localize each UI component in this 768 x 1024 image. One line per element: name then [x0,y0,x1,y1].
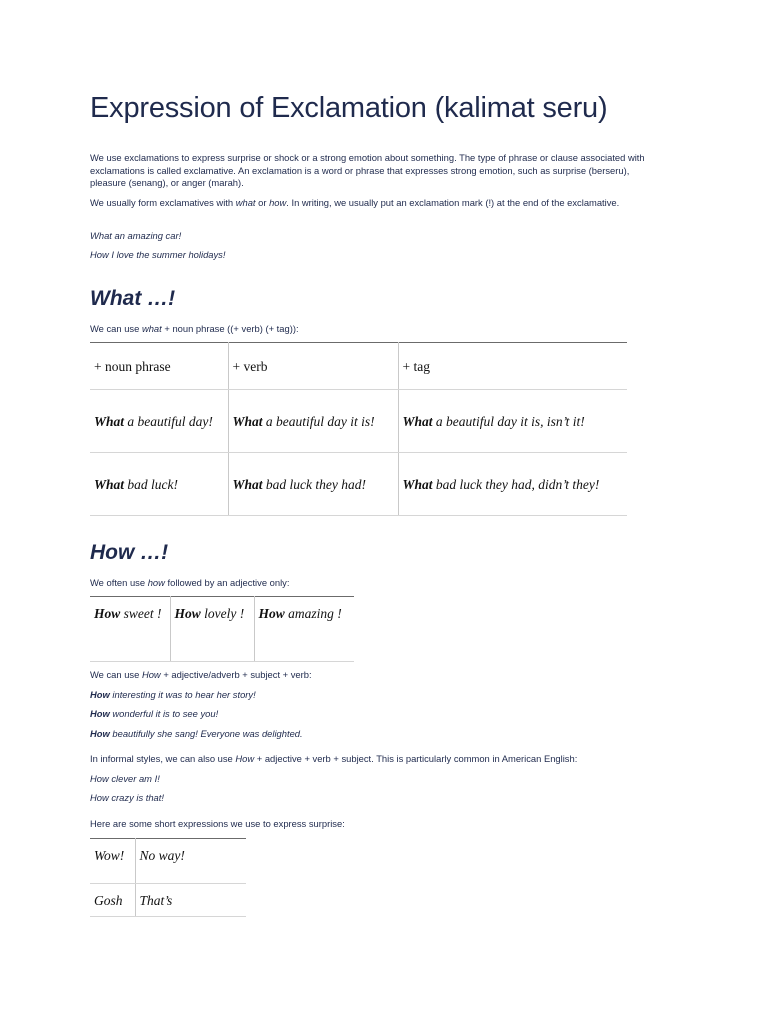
table-row [90,884,246,917]
table-row [90,597,354,662]
section-heading-what: What …! [90,287,176,310]
table-cell: What a beautiful day! [90,390,228,453]
table-cell: How amazing ! [254,597,354,662]
intro-paragraph-2: We usually form exclamatives with what or how. In writing, we usually put an exclamation mark (!) at the end of the exclamative. [90,197,620,208]
table-cell: What bad luck they had, didn’t they! [398,453,627,516]
how-description-2: We can use How + adjective/adverb + subject + verb: [90,669,312,680]
short-expressions-intro: Here are some short expressions we use to express surprise: [90,818,345,829]
table-cell: How lovely ! [170,597,254,662]
what-description: We can use what + noun phrase ((+ verb) (+ tag)): [90,323,299,334]
informal-description: In informal styles, we can also use How + adjective + verb + subject. This is particularly common in American English: [90,753,578,764]
table-cell: How sweet ! [90,597,170,662]
page-title: Expression of Exclamation (kalimat seru) [90,92,608,124]
short-expressions-table [90,838,246,917]
table-header-cell: + verb [228,343,398,390]
example-sentence: How interesting it was to hear her story! [90,689,256,700]
table-cell: What a beautiful day it is, isn’t it! [398,390,627,453]
table-header-cell: + noun phrase [90,343,228,390]
how-table [90,596,354,662]
what-table [90,342,627,516]
table-header-cell: + tag [398,343,627,390]
table-cell: What a beautiful day it is! [228,390,398,453]
table-cell: What bad luck! [90,453,228,516]
table-row [90,453,627,516]
example-sentence: How I love the summer holidays! [90,249,226,260]
how-description: We often use how followed by an adjective only: [90,577,290,588]
intro-paragraph: We use exclamations to express surprise or shock or a strong emotion about something. The type of phrase or clause associated with exclamations is called exclamative. An exclamation is a word or phrase that expresses strong emotion, such as surprise (berseru), pleasure (senang), or anger (marah). [90,152,645,189]
table-cell: That’s [135,884,246,917]
table-header-row [90,343,627,390]
table-cell: Gosh [90,884,135,917]
table-cell: Wow! [90,839,135,884]
example-sentence: How beautifully she sang! Everyone was delighted. [90,728,303,739]
table-cell: What bad luck they had! [228,453,398,516]
example-sentence: How clever am I! [90,773,160,784]
example-sentence: How crazy is that! [90,792,164,803]
table-cell: No way! [135,839,246,884]
table-row [90,839,246,884]
example-sentence: What an amazing car! [90,230,182,241]
table-row [90,390,627,453]
section-heading-how: How …! [90,541,169,564]
example-sentence: How wonderful it is to see you! [90,708,219,719]
